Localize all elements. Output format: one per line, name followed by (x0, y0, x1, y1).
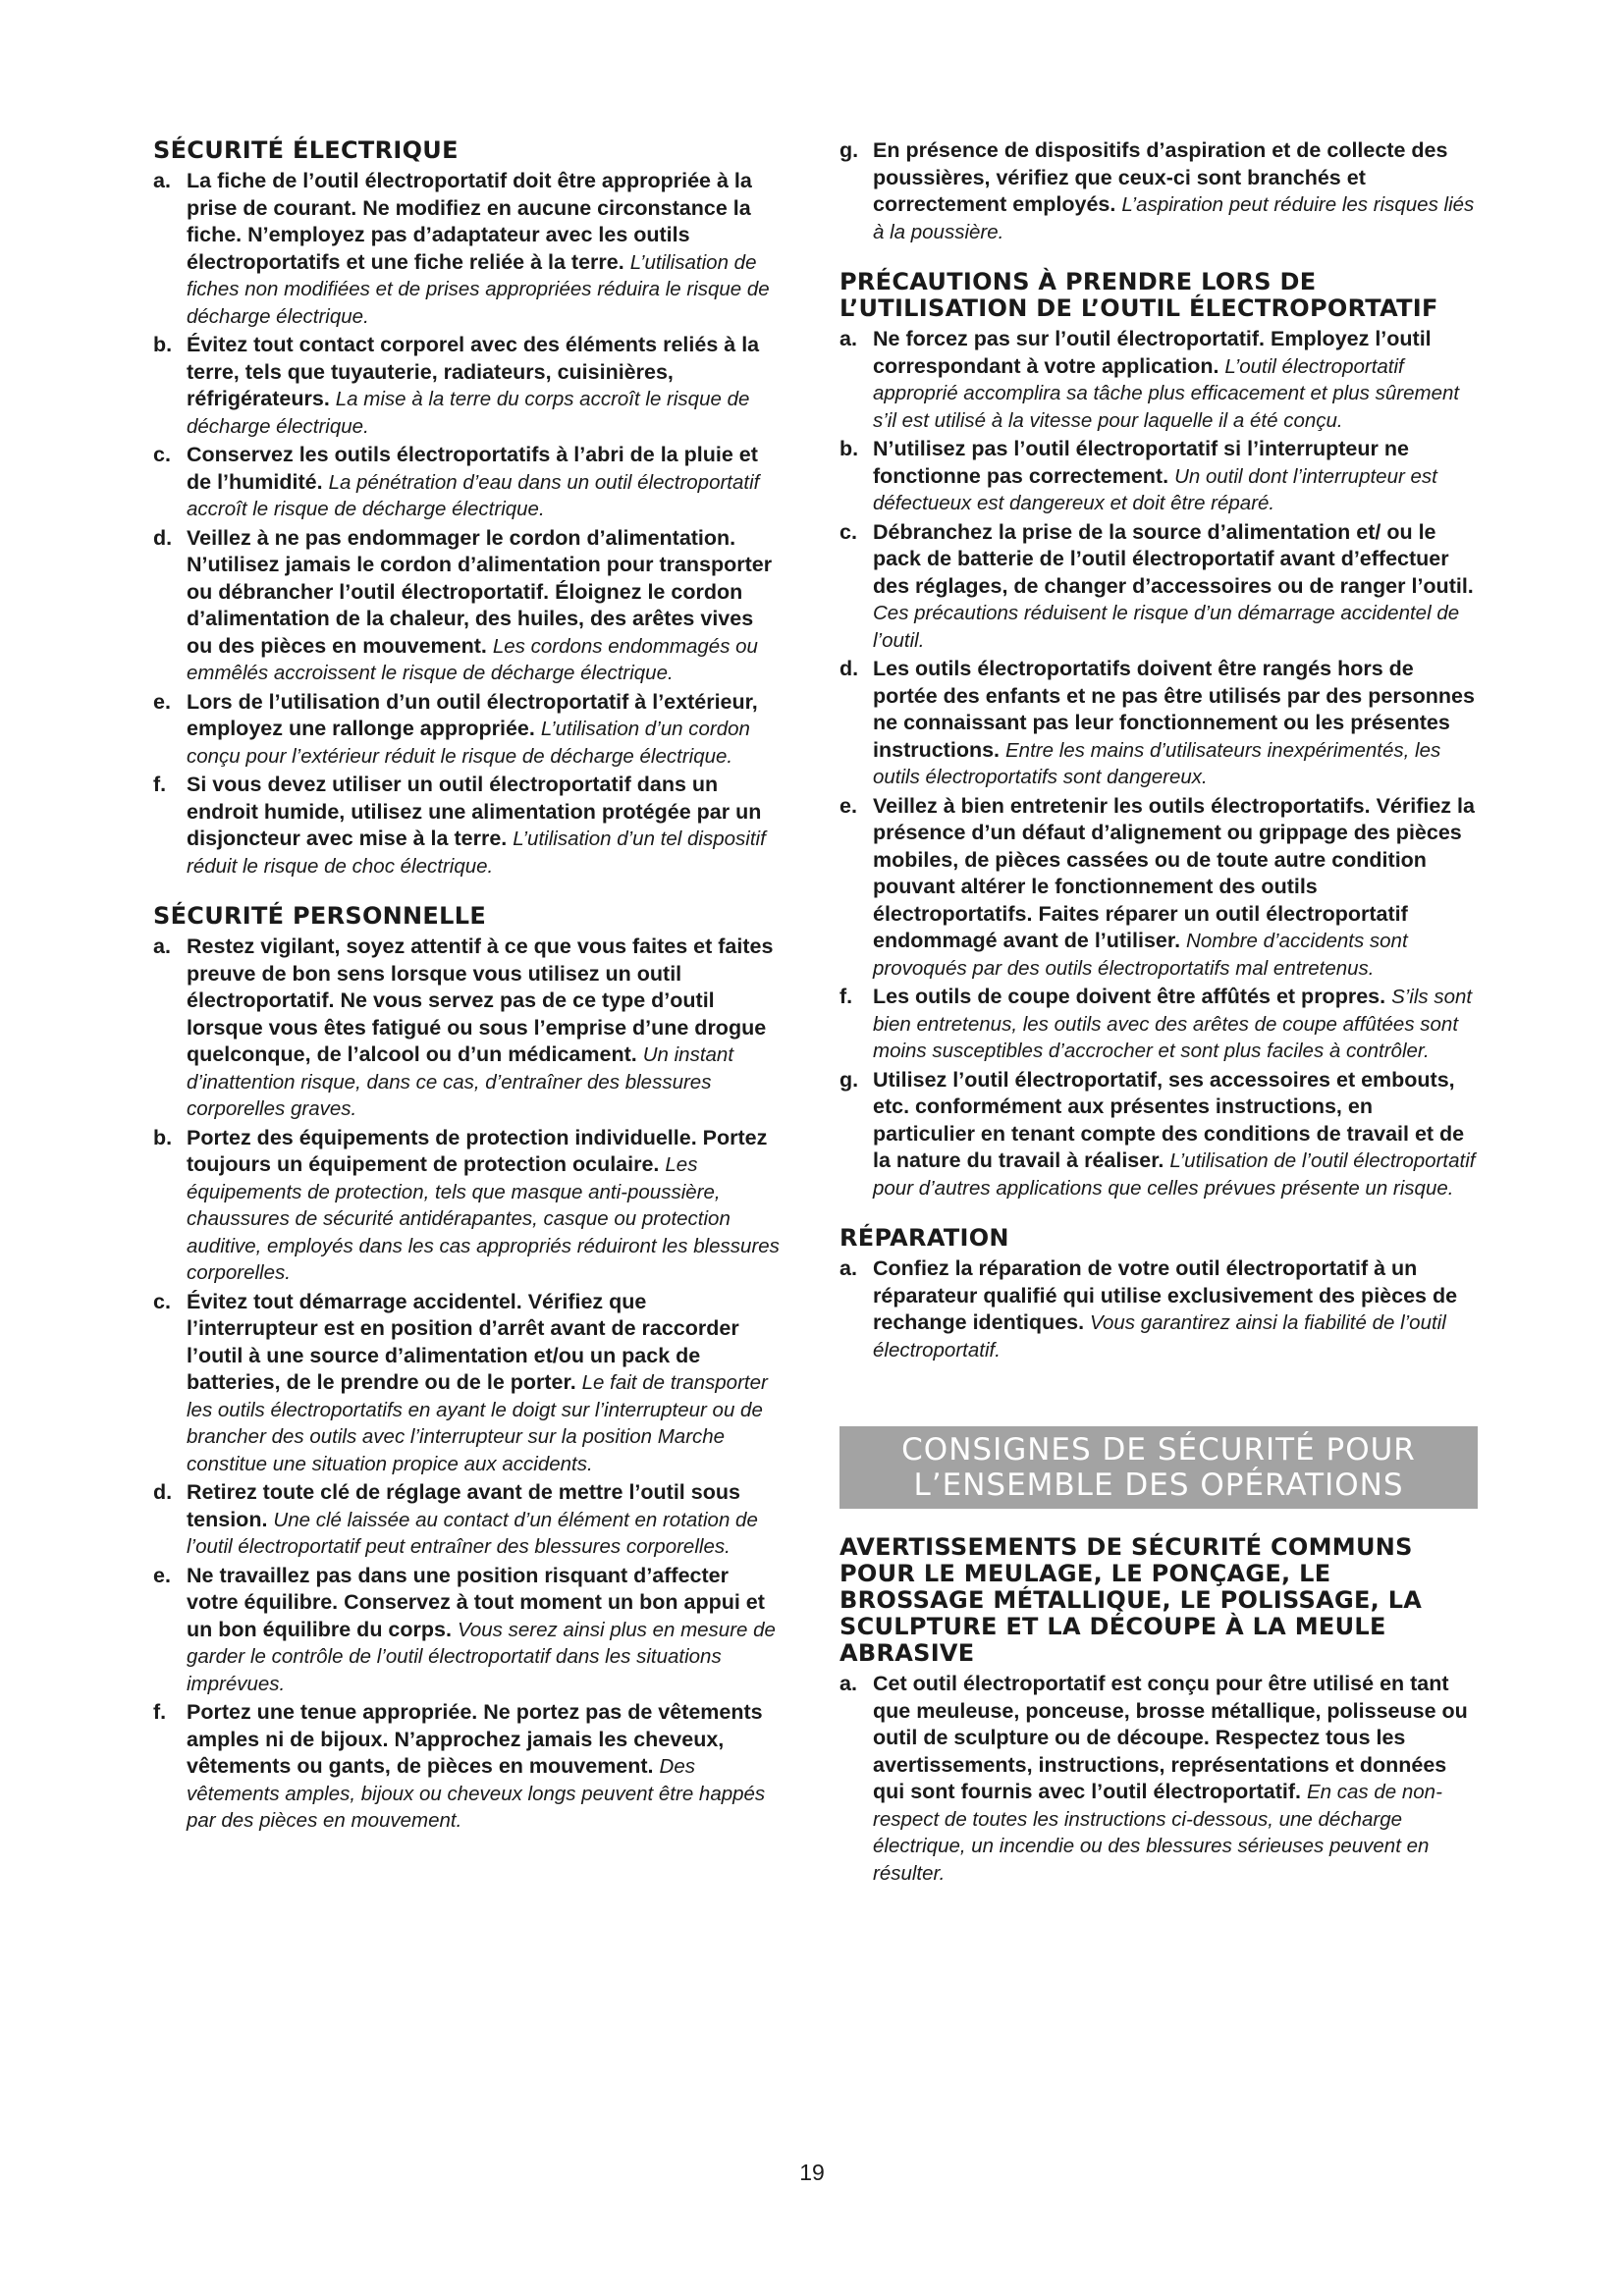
list-item: f. Les outils de coupe doivent être affûtés et propres. S’ils sont bien entretenus, les outils avec des arêtes de coupe affûtées sont moins susceptibles d’accrocher et sont plus faciles à contrôler. (839, 985, 1473, 1062)
list-item: d. Les outils électroportatifs doivent être rangés hors de portée des enfants et ne pas être utilisés par des personnes ne connaissant pas leur fonctionnement ou les présentes instructions. Entre les mains d’utilisateurs inexpérimentés, les outils électroportatifs sont dangereux. (839, 657, 1475, 788)
list-item: g. En présence de dispositifs d’aspiration et de collecte des poussières, vérifiez que ceux-ci sont branchés et correctement employés. L’aspiration peut réduire les risques liés à la poussière. (839, 138, 1475, 243)
list-item: d. Retirez toute clé de réglage avant de mettre l’outil sous tension. Une clé laissée au contact d’un élément en rotation de l’outil électroportatif peut entraîner des blessures corporelles. (153, 1480, 758, 1558)
list-item: g. Utilisez l’outil électroportatif, ses accessoires et embouts, etc. conformément aux présentes instructions, en particulier en tenant compte des conditions de travail et de la nature du travail à réaliser. L’utilisation de l’outil électroportatif pour d’autres applications que celles prévues présente un risque. (839, 1067, 1476, 1200)
list-item: d. Veillez à ne pas endommager le cordon d’alimentation. N’utilisez jamais le cordon d’alimentation pour transporter ou débrancher l’outil électroportatif. Éloignez le cordon d’alimentation de la chaleur, des huiles, des arêtes vives ou des pièces en mouvement. Les cordons endommagés ou emmêlés accroissent le risque de décharge électrique. (153, 525, 773, 684)
list-item: f. Portez une tenue appropriée. Ne portez pas de vêtements amples ni de bijoux. N’approchez jamais les cheveux, vêtements ou gants, de pièces en mouvement. Des vêtements amples, bijoux ou cheveux longs peuvent être happés par des pièces en mouvement. (153, 1700, 766, 1832)
section-title-common-warnings: AVERTISSEMENTS DE SÉCURITÉ COMMUNS POUR LE MEULAGE, LE PONÇAGE, LE BROSSAGE MÉTALLIQUE, LE POLISSAGE, LA SCULPTURE ET LA DÉCOUPE À LA MEULE ABRASIVE (839, 1533, 1423, 1667)
banner-line-1: CONSIGNES DE SÉCURITÉ POUR (901, 1432, 1416, 1468)
right-column (839, 137, 1478, 1889)
list-item: f. Si vous devez utiliser un outil électroportatif dans un endroit humide, utilisez une alimentation protégée par un disjoncteur avec mise à la terre. L’utilisation d’un tel dispositif réduit le risque de choc électrique. (153, 773, 766, 878)
list-item: c. Évitez tout démarrage accidentel. Vérifiez que l’interrupteur est en position d’arrêt avant de raccorder l’outil à une source d’alimentation et/ou un pack de batteries, de le prendre ou de le porter. Le fait de transporter les outils électroportatifs en ayant le doigt sur l’interrupteur ou de brancher des outils avec l’interrupteur sur la position Marche constitue une situation propice aux accidents. (153, 1289, 768, 1475)
list-item: e. Veillez à bien entretenir les outils électroportatifs. Vérifiez la présence d’un défaut d’alignement ou grippage des pièces mobiles, de pièces cassées ou de toute autre condition pouvant altérer le fonctionnement des outils électroportatifs. Faites réparer un outil électroportatif endommagé avant de l’utiliser. Nombre d’accidents sont provoqués par des outils électroportatifs mal entretenus. (839, 793, 1475, 980)
list-item: b. N’utilisez pas l’outil électroportatif si l’interrupteur ne fonctionne pas correctement. Un outil dont l’interrupteur est défectueux est dangereux et doit être réparé. (839, 437, 1437, 514)
list-item: b. Évitez tout contact corporel avec des éléments reliés à la terre, tels que tuyauterie, radiateurs, cuisinières, réfrigérateurs. La mise à la terre du corps accroît le risque de décharge électrique. (153, 333, 760, 438)
list-item: a. La fiche de l’outil électroportatif doit être appropriée à la prise de courant. Ne modifiez en aucune circonstance la fiche. N’employez pas d’adaptateur avec les outils électroportatifs et une fiche reliée à la terre. L’utilisation de fiches non modifiées et de prises appropriées réduira le risque de décharge électrique. (153, 169, 770, 328)
list-item: a. Confiez la réparation de votre outil électroportatif à un réparateur qualifié qui utilise exclusivement des pièces de rechange identiques. Vous garantirez ainsi la fiabilité de l’outil électroportatif. (839, 1256, 1458, 1362)
list-item: e. Lors de l’utilisation d’un outil électroportatif à l’extérieur, employez une rallonge appropriée. L’utilisation d’un cordon conçu pour l’extérieur réduit le risque de décharge électrique. (153, 689, 758, 768)
list-item: a. Restez vigilant, soyez attentif à ce que vous faites et faites preuve de bon sens lorsque vous utilisez un outil électroportatif. Ne vous servez pas de ce type d’outil lorsque vous êtes fatigué ou sous l’emprise d’une drogue quelconque, de l’alcool ou d’un médicament. Un instant d’inattention risque, dans ce cas, d’entraîner des blessures corporelles graves. (153, 934, 774, 1120)
list-item: a. Ne forcez pas sur l’outil électroportatif. Employez l’outil correspondant à votre application. L’outil électroportatif approprié accomplira sa tâche plus efficacement et plus sûrement s’il est utilisé à la vitesse pour laquelle il a été conçu. (839, 327, 1460, 432)
banner-line-2: L’ENSEMBLE DES OPÉRATIONS (913, 1468, 1404, 1503)
list-item: c. Conservez les outils électroportatifs à l’abri de la pluie et de l’humidité. La pénétration d’eau dans un outil électroportatif accroît le risque de décharge électrique. (153, 443, 760, 520)
list-item: c. Débranchez la prise de la source d’alimentation et/ ou le pack de batterie de l’outil électroportatif avant d’effectuer des réglages, de changer d’accessoires ou de ranger l’outil. Ces précautions réduisent le risque d’un démarrage accidentel de l’outil. (839, 519, 1474, 652)
list-item: b. Portez des équipements de protection individuelle. Portez toujours un équipement de protection oculaire. Les équipements de protection, tels que masque anti-poussière, chaussures de sécurité antidérapantes, casque ou protection auditive, employés dans les cas appropriés réduiront les blessures corporelles. (153, 1125, 780, 1284)
section-title-tool-use-precautions: PRÉCAUTIONS À PRENDRE LORS DE L’UTILISATION DE L’OUTIL ÉLECTROPORTATIF (839, 268, 1438, 322)
list-item: a. Cet outil électroportatif est conçu pour être utilisé en tant que meuleuse, ponceuse, brosse métallique, polisseuse ou outil de sculpture ou de découpe. Respectez tous les avertissements, instructions, représentations et données qui sont fournis avec l’outil électroportatif. En cas de non-respect de toutes les instructions ci-dessous, une décharge électrique, un incendie ou des blessures sérieuses peuvent en résulter. (839, 1672, 1468, 1885)
list-item: e. Ne travaillez pas dans une position risquant d’affecter votre équilibre. Conservez à tout moment un bon appui et un bon équilibre du corps. Vous serez ainsi plus en mesure de garder le contrôle de l’outil électroportatif dans les situations imprévues. (153, 1563, 776, 1695)
safety-instructions-banner (839, 1426, 1478, 1509)
page-number: 19 (799, 2160, 825, 2185)
section-title-repair: RÉPARATION (839, 1224, 1009, 1252)
section-title-personal-safety: SÉCURITÉ PERSONNELLE (153, 902, 487, 930)
left-column (153, 137, 782, 1837)
section-title-electrical-safety: SÉCURITÉ ÉLECTRIQUE (153, 136, 459, 164)
